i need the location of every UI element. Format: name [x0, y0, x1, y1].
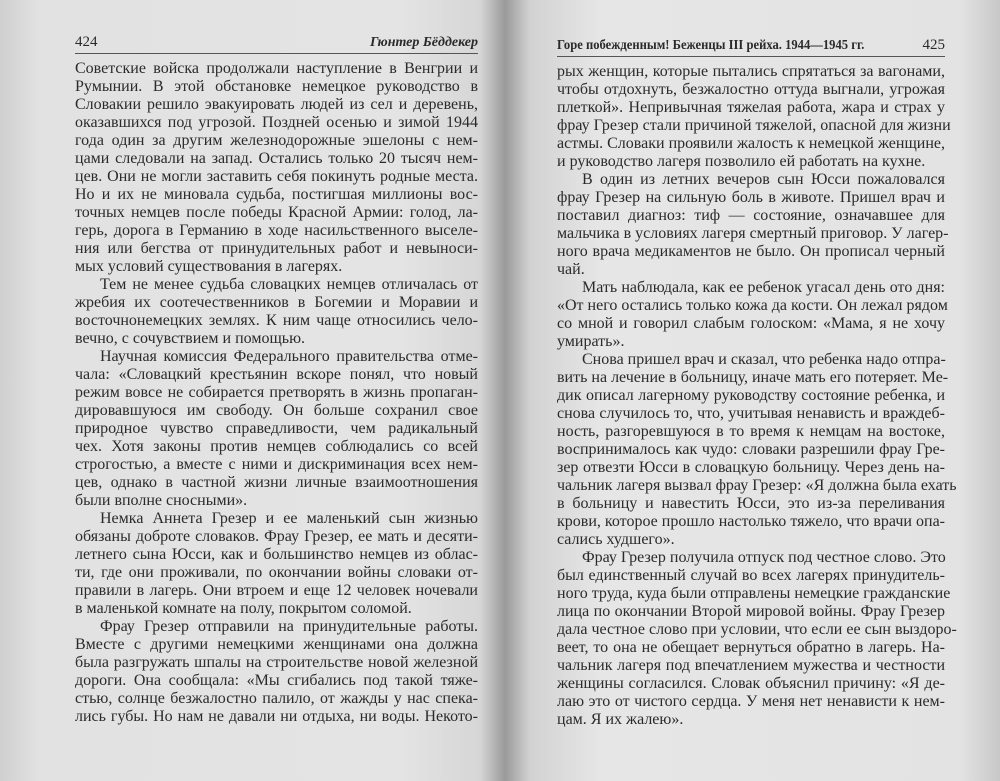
right-page: [557, 37, 957, 729]
text-line: лись губы. Но нам не давали ни отдыха, ни воды. Некото-: [75, 708, 478, 725]
text-line: рых женщин, которые пытались спрятаться за вагонами,: [557, 63, 945, 80]
text-line: оказавшихся под угрозой. Поздней осенью и зимой 1944: [75, 114, 478, 131]
page-header: [75, 34, 478, 54]
running-head: Горе побежденным! Беженцы III рейха. 1944—1945 гг.: [557, 38, 865, 53]
text-line: мых условий существования в лагерях.: [75, 258, 343, 275]
page-body: [75, 60, 478, 726]
text-line: были вполне сносными».: [75, 492, 248, 509]
text-line: ного труда, куда были отправлены немецкие гражданские: [557, 585, 951, 602]
text-line: цами следовали на запад. Остались только 20 тысяч нем-: [75, 150, 478, 167]
page-header: [557, 37, 945, 57]
text-line: сались худшего».: [557, 531, 675, 548]
paragraph: [75, 510, 478, 618]
text-line: лаю это от чистого сердца. У меня нет ненависти к нем-: [557, 693, 945, 710]
paragraph: [75, 618, 478, 726]
text-line: женщины согласился. Словак объяснил причину: «Я де-: [557, 675, 945, 692]
text-line: был единственный случай во всех лагерях принудитель-: [557, 567, 945, 584]
text-line: «От него остались только кожа да кости. Он лежал рядом: [557, 297, 948, 314]
text-line: Фрау Грезер отправили на принудительные работы.: [100, 618, 478, 635]
text-line: цам. Я их жалею».: [557, 711, 684, 728]
text-line: вечно, с сочувствием и помощью.: [75, 330, 306, 347]
text-line: воспринималось как чудо: словаки разрешили фрау Гре-: [557, 441, 945, 458]
paragraph: [75, 276, 478, 348]
text-line: правили в лагерь. Они втроем и еще 12 человек ночевали: [75, 582, 478, 599]
text-line: чех. Хотя законы против немцев соблюдались со всей: [75, 438, 478, 455]
text-line: природное чувство справедливости, чем радикальный: [75, 420, 478, 437]
page-number: 425: [922, 37, 945, 53]
text-line: Румынии. В этой обстановке немецкое руководство в: [75, 78, 478, 95]
text-line: цев. Они не могли заставить себя покинуть родные места.: [75, 168, 478, 185]
text-line: Немка Аннета Грезер и ее маленький сын жизнью: [100, 510, 478, 527]
text-line: вить на лечение в больницу, иначе мать его потеряет. Ме-: [557, 369, 949, 386]
text-line: чала: «Словацкий крестьянин вскоре понял, что новый: [75, 366, 478, 383]
text-line: Советские войска продолжали наступление в Венгрии и: [75, 60, 478, 77]
text-line: Научная комиссия Федерального правительства отме-: [100, 348, 478, 365]
text-line: Мать наблюдала, как ее ребенок угасал день ото дня:: [582, 279, 945, 296]
text-line: чальник лагеря под впечатлением мужества и честности: [557, 657, 945, 674]
text-line: дик описал лагерному руководству состояние ребенка, и: [557, 387, 945, 404]
text-line: строгостью, а вместе с ними и дискриминация всех нем-: [75, 456, 478, 473]
text-line: снова случилось то, что, учитывая ненависть и враждеб-: [557, 405, 945, 422]
paragraph: [557, 549, 957, 729]
paragraph: [557, 279, 948, 351]
text-line: ния или бегства от принудительных работ и невыноси-: [75, 240, 478, 257]
text-line: герь, дорога в Германию в ходе насильственного выселе-: [75, 222, 478, 239]
text-line: чай.: [557, 261, 585, 278]
text-line: крови, которое прошло настолько тяжело, что врачи опа-: [557, 513, 945, 530]
text-line: ность, разгоревшуюся в то время к немцам на востоке,: [557, 423, 945, 440]
text-line: стью, солнце безжалостно палило, от жажды у нас спека-: [75, 690, 478, 707]
paragraph: [75, 60, 478, 276]
paragraph: [557, 351, 957, 549]
paragraph: [557, 63, 951, 171]
text-line: дала честное слово при условии, что если ее сын выздоро-: [557, 621, 957, 638]
text-line: лица по окончании Второй мировой войны. Фрау Грезер: [557, 603, 945, 620]
text-line: умирать».: [557, 333, 625, 350]
text-line: фрау Грезер стали причиной тяжелой, опасной для жизни: [557, 117, 951, 134]
text-line: В один из летних вечеров сын Юсси пожаловался: [582, 171, 945, 188]
text-line: со мной и говорил слабым голоском: «Мама, я не хочу: [557, 315, 945, 332]
text-line: Но и их не миновала судьба, постигшая миллионы вос-: [75, 186, 478, 203]
text-line: астмы. Словаки проявили жалость к немецкой женщине,: [557, 135, 945, 152]
paragraph: [557, 171, 949, 279]
text-line: была разгружать шпалы на строительстве новой железной: [75, 654, 478, 671]
text-line: Снова пришел врач и сказал, что ребенка надо отпра-: [582, 351, 946, 368]
text-line: режим вовсе не собирается претворять в жизнь пропаган-: [75, 384, 478, 401]
text-line: летнего сына Юсси, как и большинство немцев из облас-: [75, 546, 478, 563]
text-line: чтобы отдохнуть, безжалостно оттуда выгнали, угрожая: [557, 81, 945, 98]
text-line: Словакии решило эвакуировать людей из сел и деревень,: [75, 96, 478, 113]
text-line: ти, где они проживали, по окончании войны словаки от-: [75, 564, 478, 581]
text-line: мальчика в условиях лагеря смертный приговор. У лагер-: [557, 225, 949, 242]
text-line: фрау Грезер на сильную боль в животе. Пришел врач и: [557, 189, 945, 206]
text-line: цев, однако в частной жизни личные взаимоотношения: [75, 474, 478, 491]
text-line: в больницу и навестить Юсси, это из-за переливания: [557, 495, 945, 512]
text-line: зер отвезти Юсси в словацкую больницу. Через день на-: [557, 459, 945, 476]
text-line: веет, то она не обещает вернуться обратно в лагерь. На-: [557, 639, 945, 656]
left-page: [75, 34, 478, 726]
text-line: жребия их соотечественников в Богемии и Моравии и: [75, 294, 478, 311]
text-line: дороги. Она сообщала: «Мы сгибались под такой тяже-: [75, 672, 478, 689]
text-line: в маленькой комнате на полу, покрытом соломой.: [75, 600, 412, 617]
page-number: 424: [75, 34, 98, 50]
text-line: обязаны доброте словаков. Фрау Грезер, ее мать и десяти-: [75, 528, 478, 545]
text-line: восточнонемецких землях. К ним чаще относились чело-: [75, 312, 478, 329]
text-line: ного врача медикаментов не было. Он прописал черный: [557, 243, 945, 260]
text-line: чальник лагеря вызвал фрау Грезер: «Я должна была ехать: [557, 477, 957, 494]
text-line: плеткой». Непривычная тяжелая работа, жара и страх у: [557, 99, 945, 116]
text-line: Фрау Грезер получила отпуск под честное слово. Это: [582, 549, 946, 566]
text-line: года один за другим железнодорожные эшелоны с нем-: [75, 132, 478, 149]
running-head: Гюнтер Бёддекер: [369, 35, 478, 50]
page-body: [557, 63, 957, 729]
text-line: точных немцев после победы Красной Армии: голод, ла-: [75, 204, 478, 221]
text-line: дировавшуюся им свободу. Он больше сохранил свое: [75, 402, 478, 419]
text-line: Вместе с другими немецкими женщинами она должна: [75, 636, 478, 653]
text-line: поставил диагноз: тиф — состояние, означавшее для: [557, 207, 945, 224]
text-line: и руководство лагеря позволило ей работать на кухне.: [557, 153, 926, 170]
text-line: Тем не менее судьба словацких немцев отличалась от: [100, 276, 478, 293]
paragraph: [75, 348, 478, 510]
